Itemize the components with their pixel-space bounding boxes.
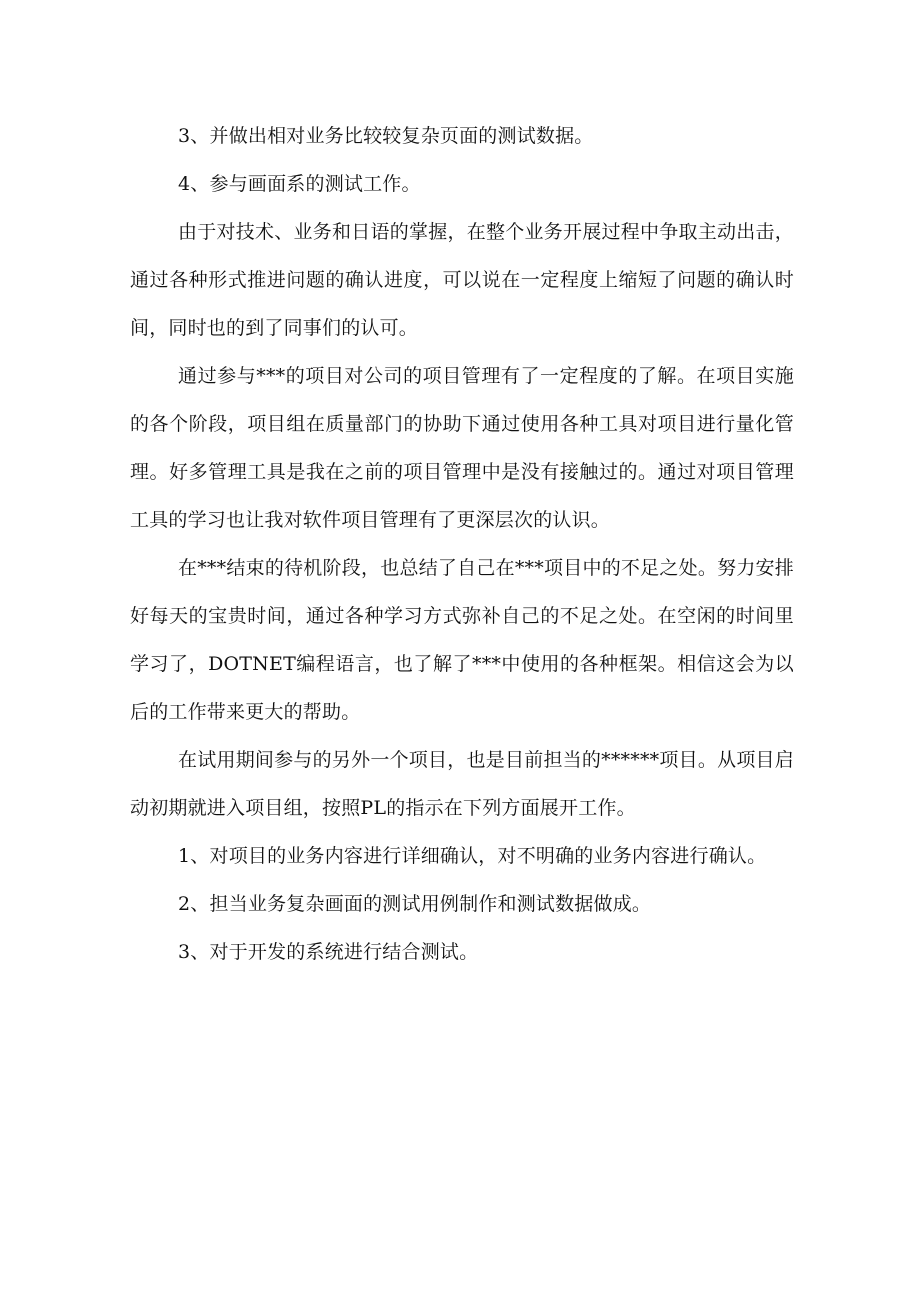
paragraph-mastery: 由于对技术、业务和日语的掌握，在整个业务开展过程中争取主动出击，通过各种形式推进问题的确认进度，可以说在一定程度上缩短了问题的确认时间，同时也的到了同事们的认可。 [130, 221, 794, 339]
paragraph-trial-project: 在试用期间参与的另外一个项目，也是目前担当的******项目。从项目启动初期就进入项目组，按照PL的指示在下列方面展开工作。 [130, 749, 794, 819]
paragraph-item-4: 4、参与画面系的测试工作。 [178, 173, 421, 195]
paragraph-task-3: 3、对于开发的系统进行结合测试。 [178, 941, 479, 963]
paragraph-task-2: 2、担当业务复杂画面的测试用例制作和测试数据做成。 [178, 893, 652, 915]
paragraph-item-3: 3、并做出相对业务比较较复杂页面的测试数据。 [178, 125, 594, 147]
document-body [130, 112, 794, 976]
paragraph-task-1: 1、对项目的业务内容进行详细确认，对不明确的业务内容进行确认。 [178, 845, 767, 867]
paragraph-project-management: 通过参与***的项目对公司的项目管理有了一定程度的了解。在项目实施的各个阶段，项目组在质量部门的协助下通过使用各种工具对项目进行量化管理。好多管理工具是我在之前的项目管理中是没有接触过的。通过对项目管理工具的学习也让我对软件项目管理有了更深层次的认识。 [130, 365, 794, 531]
paragraph-standby-study: 在***结束的待机阶段，也总结了自己在***项目中的不足之处。努力安排好每天的宝贵时间，通过各种学习方式弥补自己的不足之处。在空闲的时间里学习了，DOTNET编程语言，也了解了***中使用的各种框架。相信这会为以后的工作带来更大的帮助。 [130, 557, 794, 723]
